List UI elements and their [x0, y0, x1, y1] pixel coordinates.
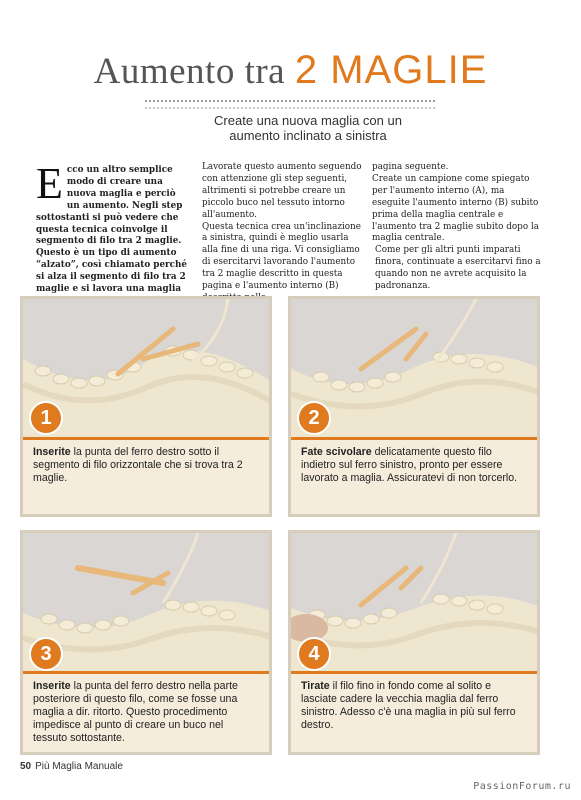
step-caption-3 [33, 680, 259, 745]
step-panel-1 [20, 296, 272, 517]
step-caption-1 [33, 446, 259, 485]
accent-bar [291, 671, 537, 674]
step-text: il filo fino in fondo come al solito e lasciate cadere la vecchia maglia dal ferro sinistro. Adesso c'è una maglia in più sul ferro destro. [301, 680, 516, 731]
subtitle: Create una nuova maglia con un aumento inclinato a sinistra [214, 113, 402, 143]
step-text: la punta del ferro destro sotto il segmento di filo orizzontale che si trova tra 2 maglie. [33, 446, 243, 484]
step-number-badge: 2 [297, 401, 331, 435]
accent-bar [23, 671, 269, 674]
title-text: Aumento tra [93, 51, 295, 92]
accent-bar [291, 437, 537, 440]
intro-column-3 [372, 162, 542, 293]
step-action: Inserite [33, 446, 71, 458]
intro-paragraph: Create un campione come spiegato per l'aumento interno (A), ma eseguite l'aumento interno (B) subito prima della maglia centrale e l'aumento tra 2 maglie subito dopo la maglia centrale. [372, 173, 539, 244]
step-caption-2 [301, 446, 527, 485]
watermark: PassionForum.ru [473, 781, 571, 792]
accent-bar [23, 437, 269, 440]
page-title [0, 48, 581, 93]
step-number-badge: 1 [29, 401, 63, 435]
intro-column-2 [202, 162, 362, 305]
intro-column-1 [36, 159, 188, 308]
drop-cap: E [36, 159, 63, 208]
step-panel-4 [288, 530, 540, 755]
magazine-name: Più Maglia Manuale [35, 761, 123, 772]
step-panel-3 [20, 530, 272, 755]
step-number-badge: 3 [29, 637, 63, 671]
step-text: la punta del ferro destro nella parte posteriore di questo filo, come se fosse una maglia a dir. ritorto. Questo procedimento impedisce al punto di creare un buco nel tessuto sottostante. [33, 680, 238, 744]
page-footer [20, 761, 123, 772]
step-action: Tirate [301, 680, 330, 692]
step-action: Inserite [33, 680, 71, 692]
step-number-badge: 4 [297, 637, 331, 671]
intro-paragraph: Questa tecnica crea un'inclinazione a sinistra, quindi è meglio usarla alla fine di una riga. Vi consigliamo di esercitarvi lavorando l'aumento tra 2 maglie descritto in questa pagina e l'aumento interno (B) [202, 221, 361, 292]
intro-paragraph: Come per gli altri punti imparati finora, continuate a esercitarvi fino a quando non ne avrete acquisito la padronanza. [375, 245, 541, 292]
step-caption-4 [301, 680, 527, 732]
intro-paragraph: Lavorate questo aumento seguendo con attenzione gli step seguenti, altrimenti si potrebbe creare un piccolo buco nel tessuto intorno all'aumento. [202, 162, 362, 220]
title-divider [145, 100, 435, 109]
title-highlight: 2 MAGLIE [294, 48, 488, 92]
intro-paragraph: pagina seguente. [372, 162, 449, 172]
step-action: Fate scivolare [301, 446, 372, 458]
step-panel-2 [288, 296, 540, 517]
intro-text-1: cco un altro semplice modo di creare una nuova maglia e perciò un aumento. Negli step sottostanti si può vedere che questa tecnica coinvolge il segmento di filo tra 2 maglie. Questo è un tipo di aumento “alzato”, così chiamato perché si alza il segmento di filo tra 2 maglie e si lavora una maglia [36, 165, 188, 295]
page-number: 50 [20, 761, 32, 772]
step-text: delicatamente questo filo indietro sul ferro sinistro, pronto per essere lavorato a maglia. Assicuratevi di non torcerlo. [301, 446, 518, 484]
